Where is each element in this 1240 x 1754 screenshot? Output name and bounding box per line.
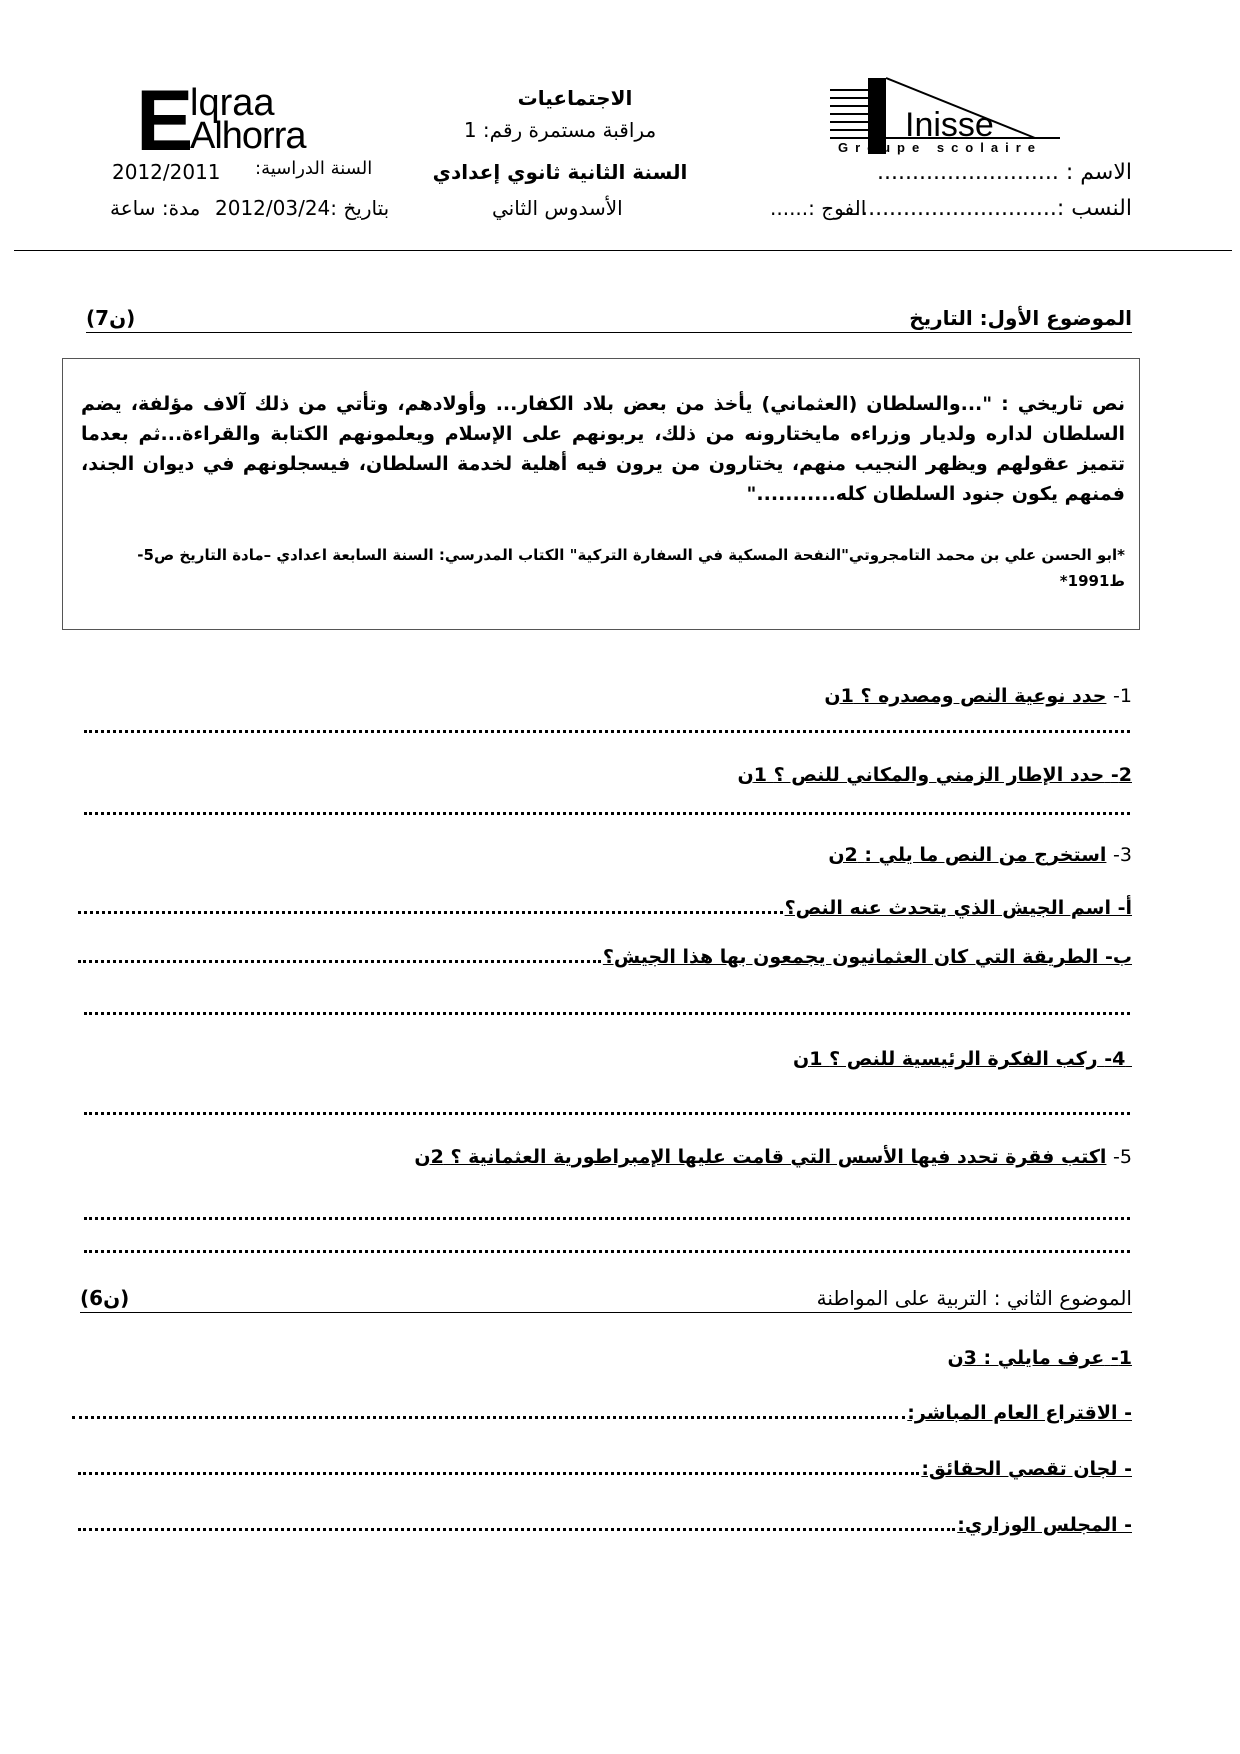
answer-line-3b-extra[interactable]	[84, 1012, 1130, 1015]
question-3: 3- استخرج من النص ما يلي : 2ن	[828, 844, 1132, 866]
answer-line-1[interactable]	[84, 730, 1130, 733]
section2-question-1: 1- عرف مايلي : 3ن	[947, 1347, 1132, 1369]
school-year-label: السنة الدراسية:	[255, 158, 373, 179]
name-field[interactable]: الاسم : ..........................	[877, 160, 1132, 185]
question-5: 5- اكتب فقرة تحدد فيها الأسس التي قامت عليها الإمبراطورية العثمانية ؟ 2ن	[414, 1146, 1132, 1168]
surname-field[interactable]: النسب :...............................	[840, 196, 1132, 221]
school-year-value: 2012/2011	[112, 160, 221, 184]
answer-line-2[interactable]	[84, 812, 1130, 815]
exam-date: بتاريخ :2012/03/24	[215, 196, 390, 220]
question-4: 4- ركب الفكرة الرئيسية للنص ؟ 1ن	[793, 1048, 1126, 1070]
semester-label: الأسدوس الثاني	[492, 196, 623, 220]
question-3a: أ- اسم الجيش الذي يتحدث عنه النص؟	[78, 897, 1132, 919]
logo-iqraa-letter: E	[136, 73, 192, 169]
level-label: السنة الثانية ثانوي إعدادي	[432, 160, 688, 184]
logo-alhorra-word: Alhorra	[190, 115, 306, 157]
group-field[interactable]: الفوج :......	[770, 196, 867, 220]
term-2: - لجان تقصي الحقائق:	[78, 1458, 1132, 1480]
logo-iqraa-word: lqraa	[190, 82, 275, 124]
answer-line-5a[interactable]	[84, 1217, 1130, 1220]
question-3b: ب- الطريقة التي كان العثمانيون يجمعون بها هذا الجيش؟	[78, 946, 1132, 968]
answer-line-term-1[interactable]	[72, 1416, 905, 1419]
exam-number: مراقبة مستمرة رقم: 1	[463, 118, 657, 142]
section2-points: (6ن)	[80, 1286, 130, 1310]
subject-title: الاجتماعيات	[517, 86, 633, 110]
section2-heading: الموضوع الثاني : التربية على المواطنة	[816, 1286, 1132, 1310]
term-1: - الاقتراع العام المباشر:	[72, 1402, 1132, 1424]
answer-line-4[interactable]	[84, 1112, 1130, 1115]
text-source: *ابو الحسن علي بن محمد التامجروتي"النفحة المسكية في السفارة التركية" الكتاب المدرسي: السنة السابعة اعدادي –مادة التاريخ ص5- ط1991*	[137, 546, 1125, 590]
logo-inisse-subtitle: Groupe scolaire	[838, 140, 1042, 155]
question-1: 1- حدد نوعية النص ومصدره ؟ 1ن	[824, 685, 1132, 707]
duration: مدة: ساعة	[110, 196, 201, 220]
logo-inisse-word: Inisse	[905, 106, 994, 144]
historical-text: نص تاريخي : "...والسلطان (العثماني) يأخذ من بعض بلاد الكفار... وأولادهم، وتأتي من ذلك آلاف مؤلفة، يضم السلطان لداره ولديار وزراءه مايختارونه من ذلك، يربونهم على الإسلام ويعلمونهم الكتابة والقراءة...ثم بعدما تتميز عقولهم ويظهر النجيب منهم، يختارون من يرون فيه أهلية لخدمة السلطان، فيسجلونهم في ديوان الجند، فمنهم يكون جنود السلطان كله..........."	[81, 393, 1125, 505]
header-divider	[14, 250, 1232, 251]
term-3: - المجلس الوزاري:	[78, 1514, 1132, 1536]
answer-line-term-3[interactable]	[78, 1528, 955, 1531]
section1-points: (7ن)	[86, 306, 136, 330]
answer-line-3b[interactable]	[78, 960, 601, 963]
section1-title	[86, 306, 1132, 333]
question-2: 2- حدد الإطار الزمني والمكاني للنص ؟ 1ن	[737, 764, 1132, 786]
answer-line-term-2[interactable]	[78, 1472, 919, 1475]
answer-line-3a[interactable]	[78, 911, 783, 914]
answer-line-5b[interactable]	[84, 1250, 1130, 1253]
section1-heading: الموضوع الأول: التاريخ	[909, 306, 1132, 330]
section2-title	[80, 1286, 1132, 1313]
historical-text-box	[62, 358, 1140, 630]
